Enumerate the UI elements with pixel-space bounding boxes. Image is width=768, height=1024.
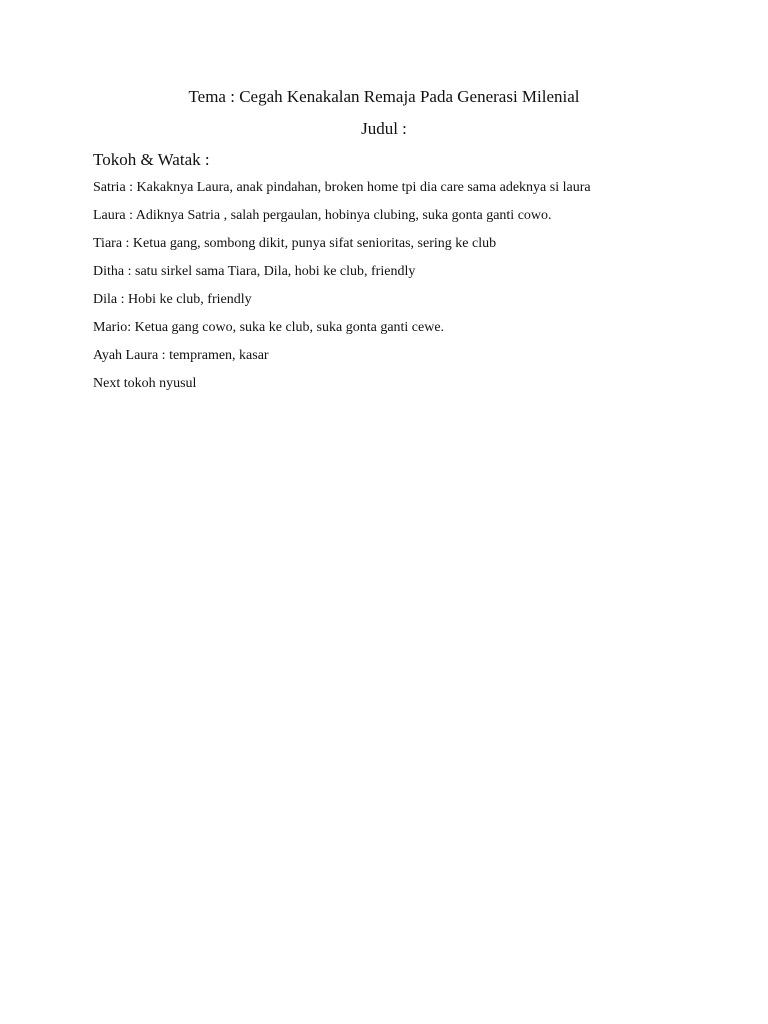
character-item-satria: Satria : Kakaknya Laura, anak pindahan, broken home tpi dia care sama adeknya si laura xyxy=(93,180,591,195)
theme-line: Tema : Cegah Kenakalan Remaja Pada Generasi Milenial xyxy=(188,87,580,106)
character-item-tiara: Tiara : Ketua gang, sombong dikit, punya sifat senioritas, sering ke club xyxy=(93,236,497,251)
characters-heading: Tokoh & Watak : xyxy=(93,150,210,169)
character-item-dila: Dila : Hobi ke club, friendly xyxy=(93,292,252,307)
character-list xyxy=(93,179,591,375)
character-item-ayah-laura: Ayah Laura : tempramen, kasar xyxy=(93,348,269,363)
character-item-mario: Mario: Ketua gang cowo, suka ke club, suka gonta ganti cewe. xyxy=(93,320,445,335)
title-line: Judul : xyxy=(361,119,407,138)
character-item-ditha: Ditha : satu sirkel sama Tiara, Dila, hobi ke club, friendly xyxy=(93,264,416,279)
character-item-laura: Laura : Adiknya Satria , salah pergaulan, hobinya clubing, suka gonta ganti cowo. xyxy=(93,208,552,223)
footer-note: Next tokoh nyusul xyxy=(93,376,197,391)
